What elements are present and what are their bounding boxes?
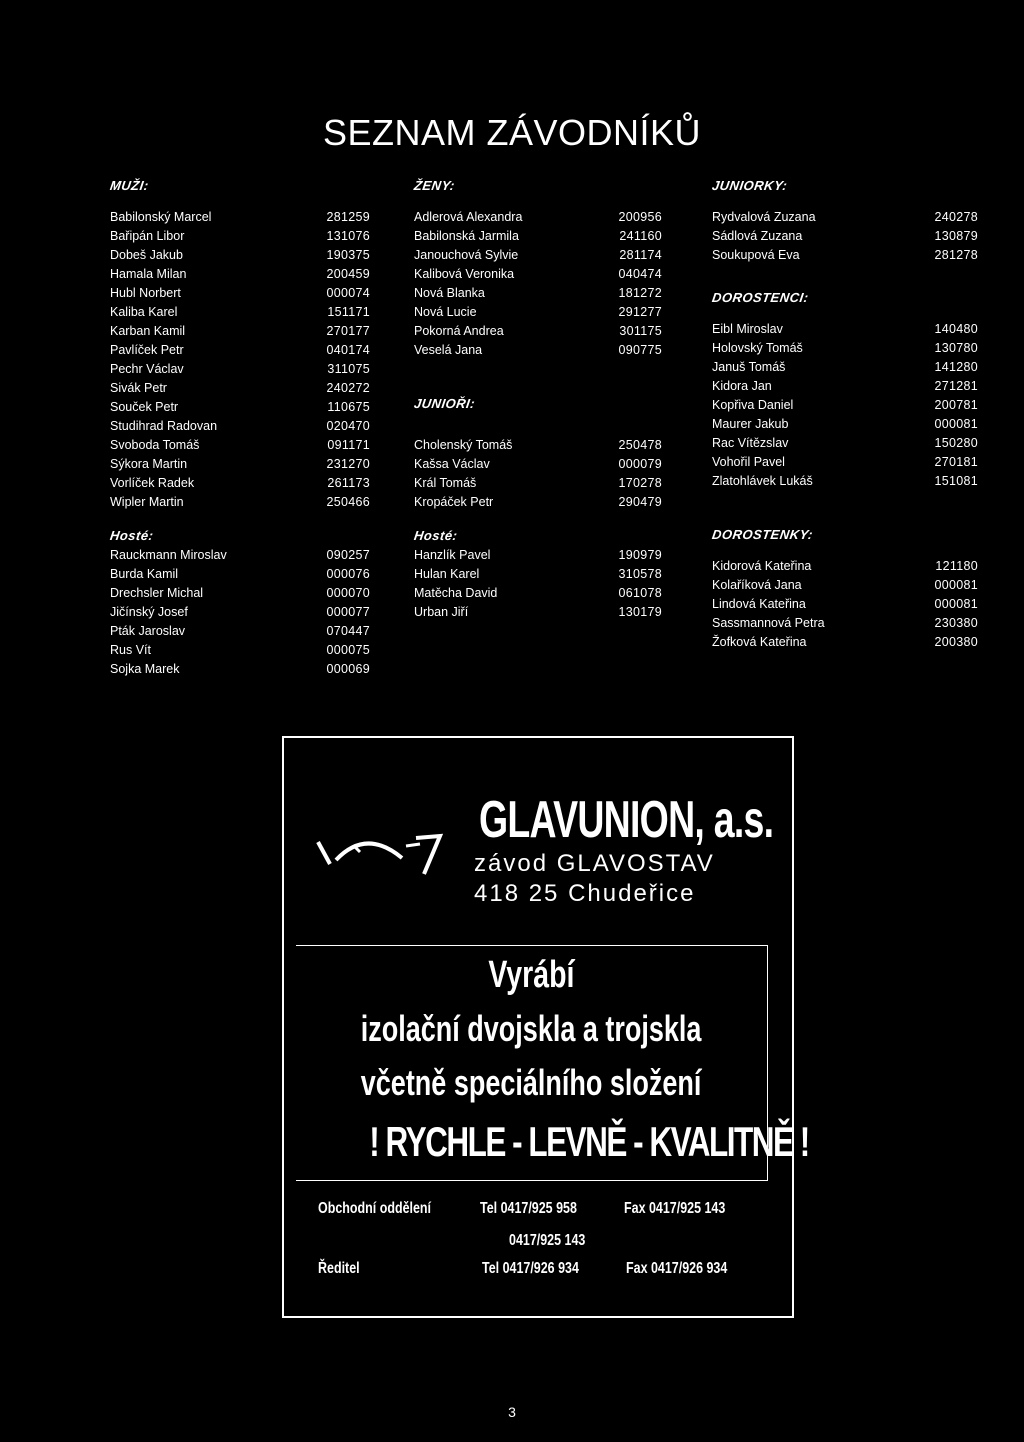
cadet-women-header: DOROSTENKY: [711, 527, 814, 542]
list-item [712, 453, 978, 472]
list-item [110, 436, 370, 455]
list-item [110, 227, 370, 246]
competitor-code: 000079 [618, 457, 662, 471]
competitor-name: Kolaříková Jana [712, 578, 802, 592]
competitor-code: 200380 [934, 635, 978, 649]
advertisement-box [282, 736, 809, 1318]
competitor-code: 190979 [618, 548, 662, 562]
competitor-name: Soukupová Eva [712, 248, 800, 262]
competitor-code: 040174 [326, 343, 370, 357]
competitor-code: 040474 [618, 267, 662, 281]
competitor-name: Hubl Norbert [110, 286, 181, 300]
competitor-name: Pokorná Andrea [414, 324, 504, 338]
competitor-code: 061078 [618, 586, 662, 600]
competitor-code: 000076 [326, 567, 370, 581]
competitor-name: Sivák Petr [110, 381, 167, 395]
competitor-code: 311075 [327, 362, 370, 376]
competitor-name: Sýkora Martin [110, 457, 188, 471]
junior-women-list [712, 208, 978, 265]
competitor-code: 130179 [618, 605, 662, 619]
competitor-name: Pavlíček Petr [110, 343, 184, 357]
women-header: ŽENY: [413, 178, 456, 193]
list-item [110, 474, 370, 493]
list-item [110, 208, 370, 227]
competitor-name: Hulan Karel [414, 567, 480, 581]
competitor-code: 310578 [618, 567, 662, 581]
men-header: MUŽI: [109, 178, 150, 193]
list-item [712, 557, 978, 576]
competitor-name: Kropáček Petr [414, 495, 494, 509]
products-line-1: izolační dvojskla a trojskla [361, 1008, 702, 1049]
competitor-code: 240278 [934, 210, 978, 224]
list-item [712, 246, 978, 265]
list-item [110, 603, 370, 622]
competitor-name: Cholenský Tomáš [414, 438, 513, 452]
competitor-code: 151081 [934, 474, 978, 488]
competitor-code: 091171 [327, 438, 370, 452]
competitor-name: Vorlíček Radek [110, 476, 195, 490]
competitor-name: Zlatohlávek Lukáš [712, 474, 813, 488]
juniors-column [712, 176, 978, 652]
competitor-code: 130879 [934, 229, 978, 243]
list-item [414, 322, 662, 341]
competitor-name: Urban Jiří [414, 605, 469, 619]
competitor-name: Burda Kamil [110, 567, 179, 581]
competitor-code: 150280 [934, 436, 978, 450]
competitor-name: Hamala Milan [110, 267, 187, 281]
competitor-name: Holovský Tomáš [712, 341, 803, 355]
list-item [712, 320, 978, 339]
list-item [110, 417, 370, 436]
competitor-name: Svoboda Tomáš [110, 438, 200, 452]
competitor-name: Nová Blanka [414, 286, 485, 300]
women-guests-list [414, 546, 662, 622]
list-item [712, 208, 978, 227]
competitor-code: 250466 [326, 495, 370, 509]
competitor-code: 000077 [326, 605, 370, 619]
competitor-name: Hanzlík Pavel [414, 548, 491, 562]
competitor-code: 070447 [326, 624, 370, 638]
list-item [110, 246, 370, 265]
list-item [414, 565, 662, 584]
company-name: GLAVUNION, a.s. [479, 791, 774, 849]
director-label: Ředitel [318, 1260, 360, 1277]
plant-address: 418 25 Chudeřice [474, 880, 696, 907]
competitor-code: 281278 [934, 248, 978, 262]
list-item [712, 576, 978, 595]
list-item [414, 584, 662, 603]
competitor-name: Eibl Miroslav [712, 322, 783, 336]
products-box [296, 945, 809, 1181]
competitor-name: Souček Petr [110, 400, 179, 414]
competitor-code: 020470 [326, 419, 370, 433]
competitor-name: Matěcha David [414, 586, 498, 600]
competitor-code: 141280 [934, 360, 978, 374]
competitor-code: 241160 [619, 229, 662, 243]
sales-fax: Fax 0417/925 143 [624, 1200, 726, 1217]
cadet-women-list [712, 557, 978, 652]
competitor-name: Nová Lucie [414, 305, 477, 319]
competitor-code: 200956 [618, 210, 662, 224]
competitor-name: Bařipán Libor [110, 229, 185, 243]
competitor-name: Adlerová Alexandra [414, 210, 523, 224]
list-item [414, 546, 662, 565]
competitor-name: Kidora Jan [712, 379, 772, 393]
competitor-code: 270177 [326, 324, 370, 338]
competitor-name: Dobeš Jakub [110, 248, 183, 262]
competitor-code: 000070 [326, 586, 370, 600]
list-item [712, 434, 978, 453]
list-item [414, 227, 662, 246]
page-number: 3 [508, 1404, 516, 1420]
cadets-list [712, 320, 978, 491]
produces-label: Vyrábí [488, 954, 575, 996]
list-item [110, 565, 370, 584]
list-item [414, 436, 662, 455]
men-guests-header: Hosté: [109, 528, 155, 543]
competitor-code: 240272 [326, 381, 370, 395]
competitor-code: 000069 [326, 662, 370, 676]
competitor-code: 000081 [934, 417, 978, 431]
list-item [712, 377, 978, 396]
competitor-name: Kalibová Veronika [414, 267, 515, 281]
products-line-2: včetně speciálního složení [361, 1062, 702, 1103]
competitor-name: Rac Vítězslav [712, 436, 789, 450]
competitor-code: 000081 [934, 597, 978, 611]
competitor-name: Babilonský Marcel [110, 210, 212, 224]
competitor-name: Kidorová Kateřina [712, 559, 812, 573]
list-item [414, 341, 662, 360]
competitor-name: Rauckmann Miroslav [110, 548, 227, 562]
competitor-code: 090775 [618, 343, 662, 357]
list-item [110, 341, 370, 360]
competitor-code: 151171 [327, 305, 370, 319]
list-item [110, 660, 370, 679]
competitor-name: Sádlová Zuzana [712, 229, 803, 243]
list-item [712, 415, 978, 434]
sales-label: Obchodní oddělení [318, 1200, 432, 1217]
competitor-name: Sojka Marek [110, 662, 180, 676]
list-item [110, 546, 370, 565]
cadets-header: DOROSTENCI: [711, 290, 810, 305]
competitor-name: Wipler Martin [110, 495, 184, 509]
competitor-code: 230380 [934, 616, 978, 630]
competitor-code: 301175 [619, 324, 662, 338]
competitor-code: 110675 [327, 400, 370, 414]
list-item [110, 641, 370, 660]
list-item [110, 622, 370, 641]
competitor-code: 290479 [618, 495, 662, 509]
competitor-code: 231270 [326, 457, 370, 471]
competitor-name: Babilonská Jarmila [414, 229, 519, 243]
competitor-code: 140480 [934, 322, 978, 336]
competitor-name: Lindová Kateřina [712, 597, 806, 611]
director-fax: Fax 0417/926 934 [626, 1260, 728, 1277]
competitor-code: 200781 [934, 398, 978, 412]
list-item [414, 474, 662, 493]
list-item [414, 265, 662, 284]
competitor-code: 281259 [326, 210, 370, 224]
plant-name: závod GLAVOSTAV [474, 850, 715, 877]
competitor-name: Král Tomáš [414, 476, 477, 490]
juniors-list [414, 436, 662, 512]
list-item [712, 633, 978, 652]
competitor-code: 170278 [618, 476, 662, 490]
competitor-name: Žofková Kateřina [712, 635, 807, 649]
competitor-code: 291277 [618, 305, 662, 319]
competitor-name: Pechr Václav [110, 362, 184, 376]
competitor-name: Drechsler Michal [110, 586, 204, 600]
competitor-name: Janouchová Sylvie [414, 248, 519, 262]
men-list [110, 208, 370, 512]
list-item [110, 493, 370, 512]
list-item [712, 396, 978, 415]
list-item [110, 284, 370, 303]
list-item [110, 379, 370, 398]
competitor-code: 270181 [934, 455, 978, 469]
sales-tel-2: 0417/925 143 [509, 1232, 586, 1249]
list-item [110, 322, 370, 341]
juniors-header: JUNIOŘI: [413, 396, 477, 411]
competitor-name: Karban Kamil [110, 324, 186, 338]
sales-tel: Tel 0417/925 958 [480, 1200, 577, 1217]
competitor-name: Januš Tomáš [712, 360, 786, 374]
list-item [414, 603, 662, 622]
list-item [110, 303, 370, 322]
competitor-code: 271281 [934, 379, 978, 393]
competitor-code: 200459 [326, 267, 370, 281]
list-item [110, 584, 370, 603]
competitor-name: Kašsa Václav [414, 457, 490, 471]
competitor-code: 090257 [326, 548, 370, 562]
company-logo-icon [316, 830, 456, 882]
competitor-code: 121180 [935, 559, 978, 573]
competitor-code: 130780 [934, 341, 978, 355]
competitor-name: Kaliba Karel [110, 305, 178, 319]
women-guests-header: Hosté: [413, 528, 459, 543]
competitor-code: 181272 [618, 286, 662, 300]
list-item [712, 358, 978, 377]
list-item [712, 227, 978, 246]
competitor-name: Veselá Jana [414, 343, 483, 357]
list-item [414, 493, 662, 512]
competitor-name: Sassmannová Petra [712, 616, 825, 630]
list-item [414, 303, 662, 322]
list-item [110, 265, 370, 284]
competitor-name: Vohořil Pavel [712, 455, 785, 469]
competitor-name: Rydvalová Zuzana [712, 210, 816, 224]
list-item [414, 455, 662, 474]
men-guests-list [110, 546, 370, 679]
list-item [414, 246, 662, 265]
competitor-name: Maurer Jakub [712, 417, 789, 431]
slogan: ! RYCHLE - LEVNĚ - KVALITNĚ ! [369, 1118, 809, 1165]
list-item [712, 595, 978, 614]
competitor-code: 000074 [326, 286, 370, 300]
competitor-name: Studihrad Radovan [110, 419, 218, 433]
men-column [110, 176, 370, 679]
competitor-name: Kopřiva Daniel [712, 398, 794, 412]
competitor-name: Pták Jaroslav [110, 624, 186, 638]
competitor-code: 000081 [934, 578, 978, 592]
women-column [414, 176, 662, 622]
list-item [414, 284, 662, 303]
list-item [110, 455, 370, 474]
competitor-code: 000075 [326, 643, 370, 657]
junior-women-header: JUNIORKY: [711, 178, 789, 193]
competitor-code: 281174 [619, 248, 662, 262]
competitor-name: Rus Vít [110, 643, 151, 657]
competitor-code: 131076 [326, 229, 370, 243]
competitor-code: 261173 [327, 476, 370, 490]
competitor-name: Jičínský Josef [110, 605, 188, 619]
list-item [712, 339, 978, 358]
list-item [712, 472, 978, 491]
competitor-code: 190375 [326, 248, 370, 262]
competitor-code: 250478 [618, 438, 662, 452]
page-title: SEZNAM ZÁVODNÍKŮ [322, 112, 702, 153]
list-item [712, 614, 978, 633]
director-tel: Tel 0417/926 934 [482, 1260, 579, 1277]
women-list [414, 208, 662, 360]
list-item [414, 208, 662, 227]
list-item [110, 398, 370, 417]
list-item [110, 360, 370, 379]
